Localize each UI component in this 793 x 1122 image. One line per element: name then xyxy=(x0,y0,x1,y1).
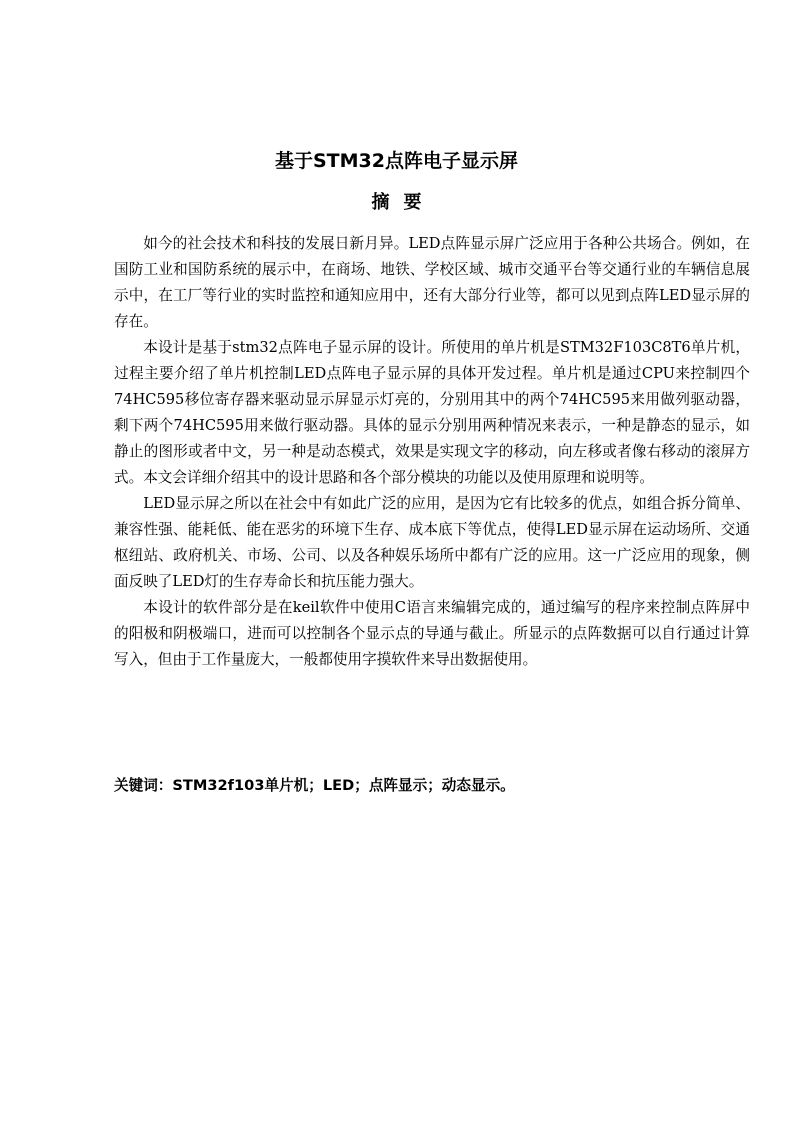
abstract-paragraph-4: 本设计的软件部分是在keil软件中使用C语言来编辑完成的，通过编写的程序来控制点阵屏中的阳极和阴极端口，进而可以控制各个显示点的导通与截止。所显示的点阵数据可以自行通过计算写入，但由于工作量庞大，一般都使用字摸软件来导出数据使用。 xyxy=(114,599,750,668)
abstract-paragraph-2: 本设计是基于stm32点阵电子显示屏的设计。所使用的单片机是STM32F103C8T6单片机，过程主要介绍了单片机控制LED点阵电子显示屏的具体开发过程。单片机是通过CPU来控制四个74HC595移位寄存器来驱动显示屏显示灯亮的，分别用其中的两个74HC595来用做列驱动器，剩下两个74HC595用来做行驱动器。具体的显示分别用两种情况来表示，一种是静态的显示，如静止的图形或者中文，另一种是动态模式，效果是实现文字的移动，向左移或者像右移动的滚屏方式。本文会详细介绍其中的设计思路和各个部分模块的功能以及使用原理和说明等。 xyxy=(114,339,750,486)
abstract-paragraph-1: 如今的社会技术和科技的发展日新月异。LED点阵显示屏广泛应用于各种公共场合。例如，在国防工业和国防系统的展示中，在商场、地铁、学校区域、城市交通平台等交通行业的车辆信息展示中，在工厂等行业的实时监控和通知应用中，还有大部分行业等，都可以见到点阵LED显示屏的存在。 xyxy=(114,235,750,330)
abstract-body xyxy=(114,231,750,673)
abstract-paragraph-3: LED显示屏之所以在社会中有如此广泛的应用，是因为它有比较多的优点，如组合拆分简单、兼容性强、能耗低、能在恶劣的环境下生存、成本底下等优点，使得LED显示屏在运动场所、交通枢纽站、政府机关、市场、公司、以及各种娱乐场所中都有广泛的应用。这一广泛应用的现象，侧面反映了LED灯的生存寿命长和抗压能力强大。 xyxy=(114,495,750,590)
document-title: 基于STM32点阵电子显示屏 xyxy=(275,150,518,172)
abstract-heading: 摘要 xyxy=(371,192,436,213)
keywords-line: 关键词：STM32f103单片机；LED；点阵显示；动态显示。 xyxy=(114,777,515,794)
